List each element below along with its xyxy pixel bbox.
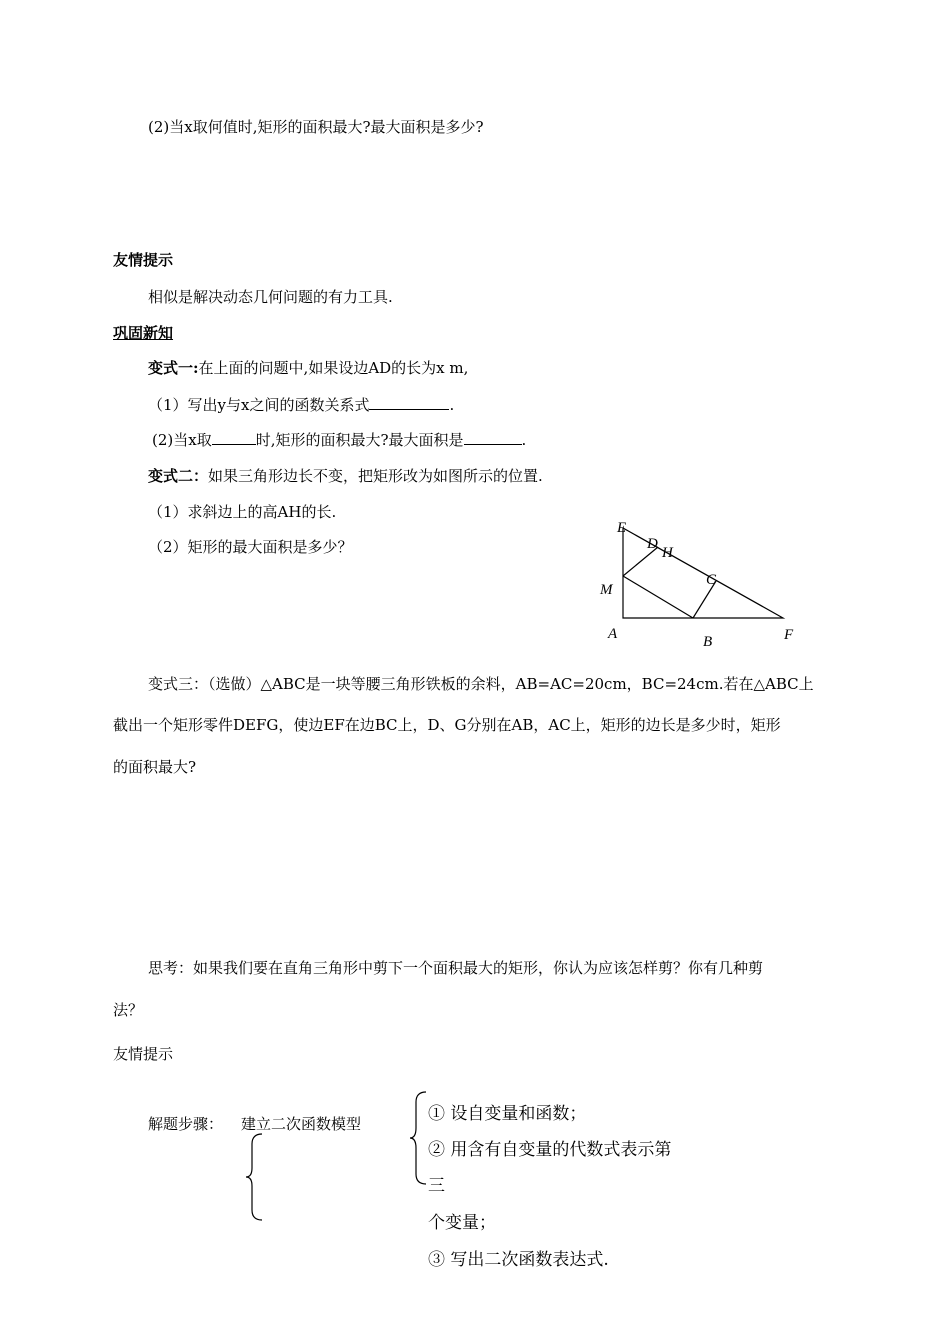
step-2: ② 用含有自变量的代数式表示第 — [428, 1140, 672, 1160]
variant-1-q1 — [148, 395, 454, 415]
answer-blank-2[interactable] — [212, 430, 256, 445]
tip-heading-1: 友情提示 — [113, 251, 174, 269]
variant-2-q2: （2）矩形的最大面积是多少？ — [148, 538, 353, 556]
answer-blank-3[interactable] — [464, 430, 522, 445]
label-m: M — [600, 582, 613, 598]
variant-1-q2-part-a: (2)当x取 — [152, 431, 212, 449]
variant-3-line-1: 变式三：（选做）△ABC是一块等腰三角形铁板的余料，AB=AC=20cm，BC=24cm.若在△ABC上 — [148, 675, 814, 693]
left-brace — [244, 1132, 264, 1222]
variant-1-q2 — [152, 430, 526, 450]
label-d: D — [647, 536, 658, 552]
variant-2-intro — [148, 466, 543, 486]
steps-label: 解题步骤： — [148, 1115, 224, 1133]
segment-mb — [623, 576, 693, 618]
variant-1-text: 在上面的问题中,如果设边AD的长为x m, — [198, 359, 469, 377]
geometry-figure — [598, 518, 798, 648]
step-2-continued-2: 个变量； — [428, 1213, 496, 1233]
label-e: E — [617, 520, 627, 536]
variant-1-q2-part-b: 时,矩形的面积最大?最大面积是 — [255, 431, 464, 449]
step-2-continued: 三 — [428, 1176, 445, 1196]
step-3: ③ 写出二次函数表达式. — [428, 1250, 609, 1270]
variant-3-line-3: 的面积最大? — [113, 758, 197, 776]
question-2: (2)当x取何值时,矩形的面积最大?最大面积是多少? — [148, 118, 484, 136]
tip-heading-2: 友情提示 — [113, 1045, 174, 1063]
label-b: B — [703, 634, 713, 648]
variant-2-label: 变式二： — [148, 467, 209, 485]
variant-1-q1-text: （1）写出y与x之间的函数关系式 — [148, 396, 370, 414]
right-brace — [408, 1090, 428, 1186]
variant-1-q2-part-c: . — [521, 431, 527, 449]
think-line-1: 思考：如果我们要在直角三角形中剪下一个面积最大的矩形，你认为应该怎样剪？你有几种剪 — [148, 959, 764, 977]
variant-3-line-2: 截出一个矩形零件DEFG，使边EF在边BC上，D、G分别在AB，AC上，矩形的边长是多少时，矩形 — [113, 716, 781, 734]
label-h: H — [662, 545, 673, 561]
label-f: F — [784, 627, 794, 643]
variant-2-text: 如果三角形边长不变，把矩形改为如图所示的位置. — [208, 467, 543, 485]
answer-blank-1[interactable] — [369, 395, 449, 410]
step-1: ① 设自变量和函数； — [428, 1104, 587, 1124]
consolidate-heading: 巩固新知 — [113, 324, 174, 342]
variant-2-q1: （1）求斜边上的高AH的长. — [148, 503, 337, 521]
model-label: 建立二次函数模型 — [241, 1115, 362, 1133]
variant-1-label: 变式一: — [148, 359, 199, 377]
label-a: A — [608, 626, 618, 642]
variant-1-intro — [148, 358, 468, 378]
think-line-2: 法？ — [113, 1001, 144, 1019]
variant-1-q1-end: . — [449, 396, 455, 414]
label-c: C — [706, 572, 717, 588]
tip-text-1: 相似是解决动态几何问题的有力工具. — [148, 288, 393, 306]
